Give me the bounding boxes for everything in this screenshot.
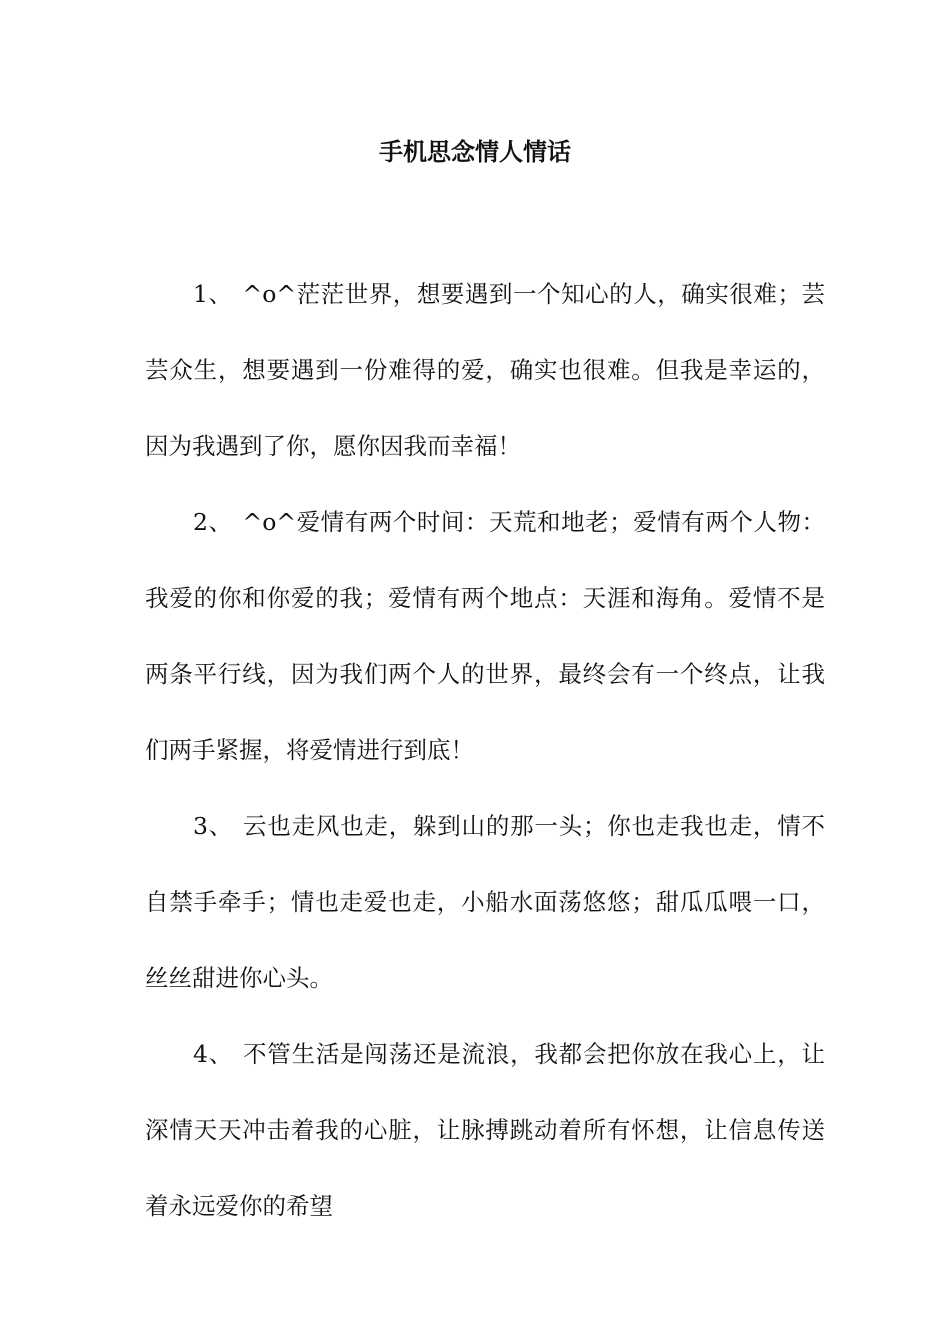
paragraph-4: [145, 1016, 825, 1244]
paragraph-text: ^o^爱情有两个时间：天荒和地老；爱情有两个人物：我爱的你和你爱的我；爱情有两个地点：天涯和海角。爱情不是两条平行线，因为我们两个人的世界，最终会有一个终点，让我们两手紧握，将爱情进行到底！: [145, 508, 826, 764]
document-body: [145, 256, 825, 1244]
paragraph-text: 不管生活是闯荡还是流浪，我都会把你放在我心上，让深情天天冲击着我的心脏，让脉搏跳动着所有怀想，让信息传送着永远爱你的希望: [145, 1040, 825, 1220]
paragraph-2: [145, 484, 825, 788]
paragraph-number: 3、: [193, 812, 234, 840]
paragraph-number: 4、: [193, 1040, 234, 1068]
paragraph-text: 云也走风也走，躲到山的那一头；你也走我也走，情不自禁手牵手；情也走爱也走，小船水面荡悠悠；甜瓜瓜喂一口，丝丝甜进你心头。: [145, 812, 825, 992]
paragraph-number: 1、: [193, 280, 233, 308]
paragraph-1: [145, 256, 825, 484]
paragraph-3: [145, 788, 825, 1016]
paragraph-number: 2、: [193, 508, 233, 536]
paragraph-text: ^o^茫茫世界，想要遇到一个知心的人，确实很难；芸芸众生，想要遇到一份难得的爱，确实也很难。但我是幸运的，因为我遇到了你，愿你因我而幸福！: [145, 280, 826, 460]
document-title: 手机思念情人情话: [379, 138, 571, 166]
